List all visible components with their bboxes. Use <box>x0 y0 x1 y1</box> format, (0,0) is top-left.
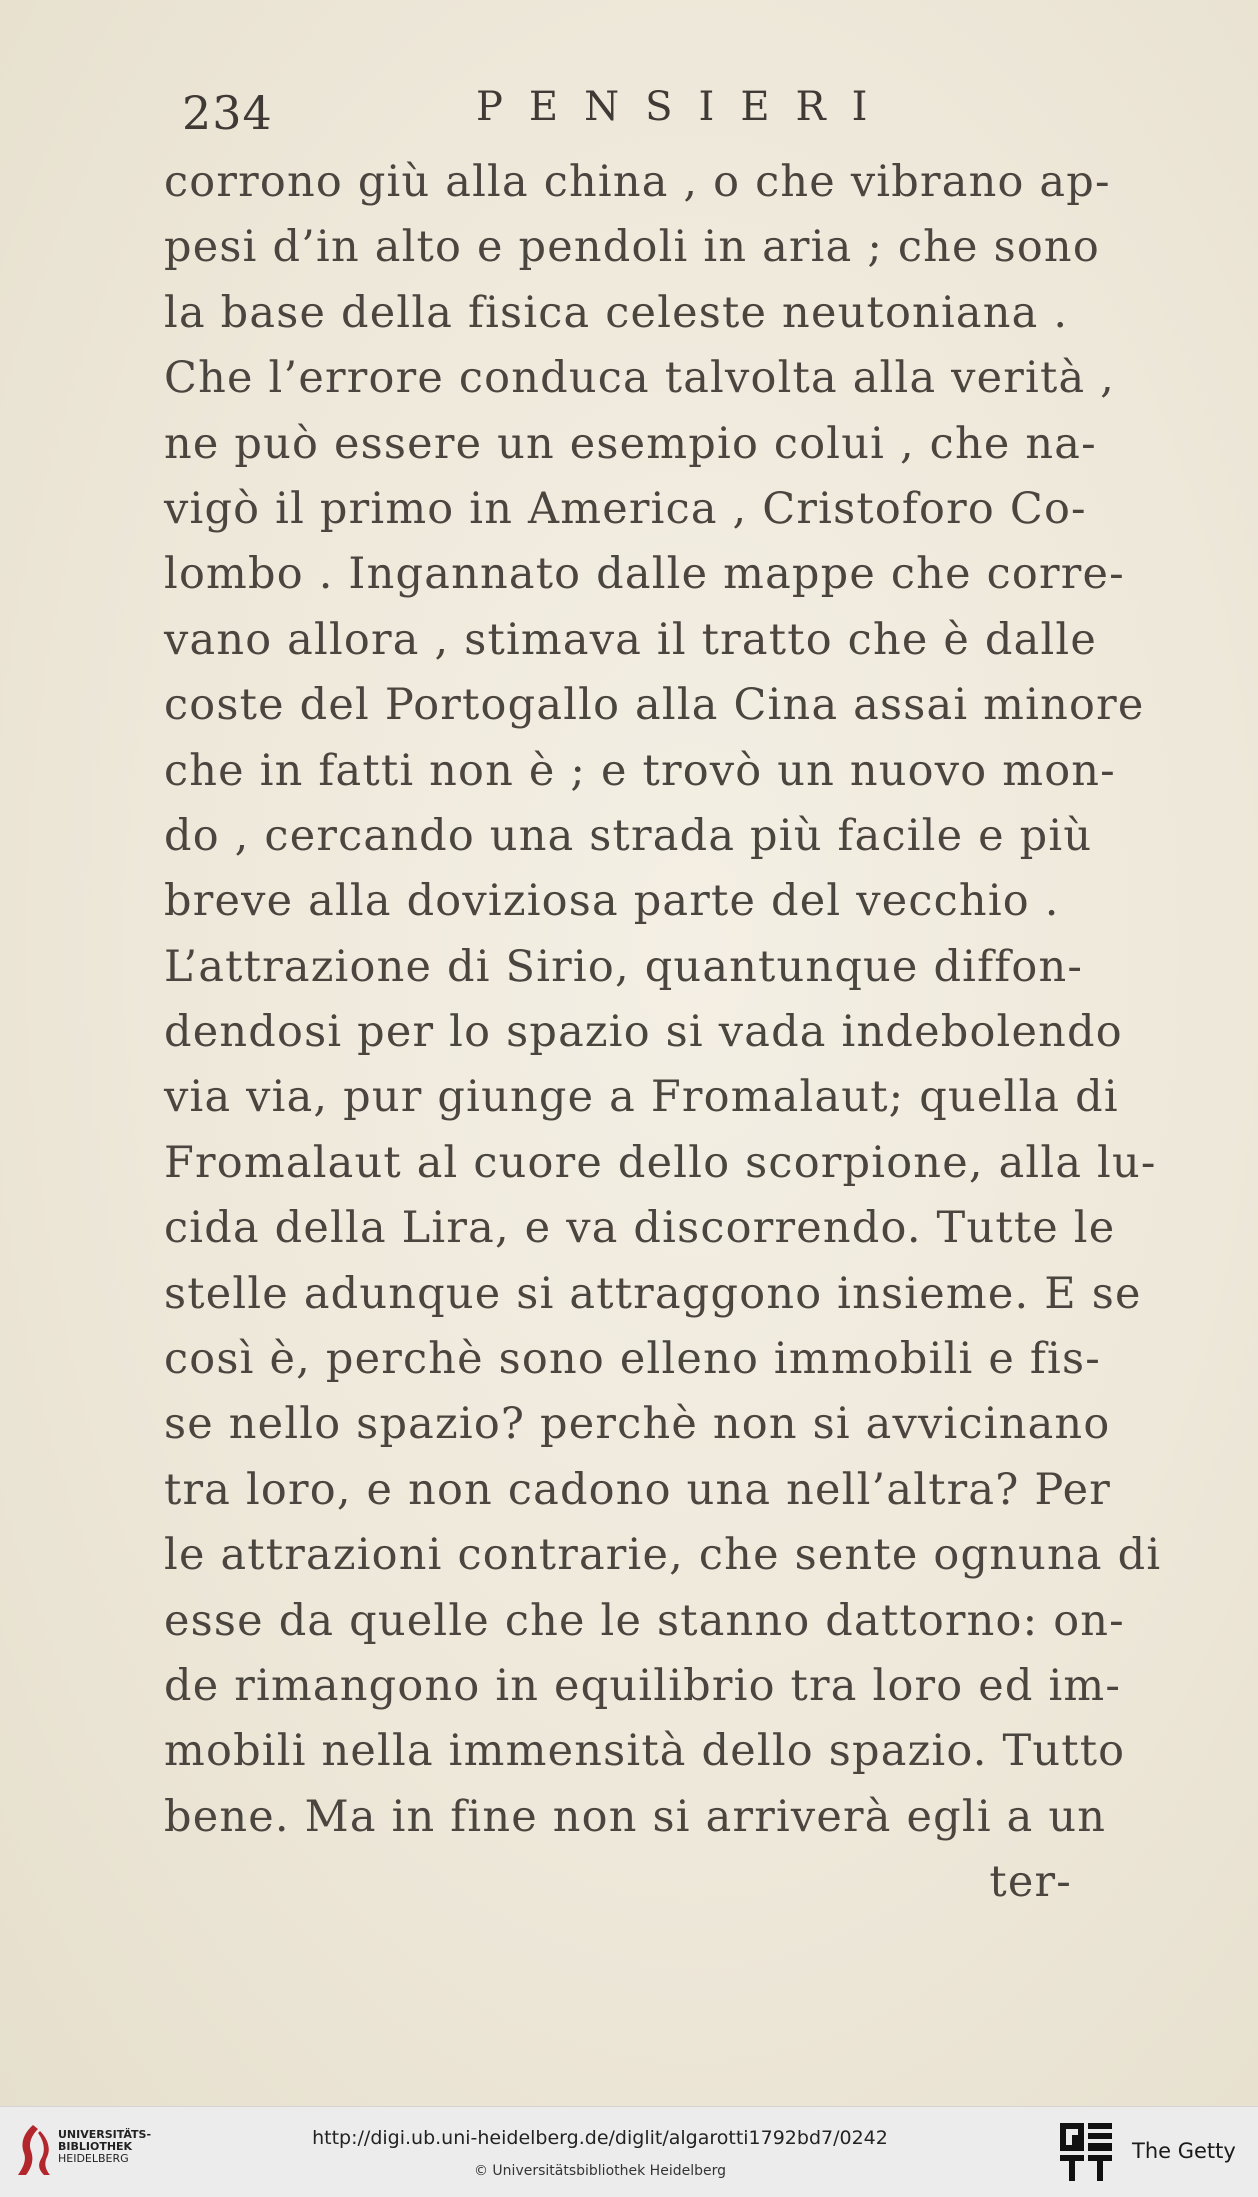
body-text <box>164 150 1164 1916</box>
permalink-url[interactable]: http://digi.ub.uni-heidelberg.de/diglit/algarotti1792bd7/0242 <box>312 2127 888 2149</box>
text-line: lombo . Ingannato dalle mappe che corre- <box>164 549 1125 600</box>
text-line: de rimangono in equilibrio tra loro ed im- <box>164 1660 1122 1711</box>
library-name-line: BIBLIOTHEK <box>58 2140 133 2153</box>
getty-logo-icon[interactable] <box>1058 2121 1114 2183</box>
running-title: PENSIERI <box>476 84 894 130</box>
text-line: mobili nella immensità dello spazio. Tutto <box>164 1726 1126 1777</box>
text-line: stelle adunque si attraggono insieme. E se <box>164 1268 1142 1319</box>
text-line: dendosi per lo spazio si vada indebolendo <box>164 1007 1123 1058</box>
text-line: Fromalaut al cuore dello scorpione, alla lu- <box>164 1137 1157 1188</box>
text-line: do , cercando una strada più facile e più <box>164 810 1093 861</box>
text-line: ne può essere un esempio colui , che na- <box>164 418 1097 469</box>
text-line: L’attrazione di Sirio, quantunque diffon- <box>164 941 1084 992</box>
text-line: bene. Ma in fine non si arriverà egli a un <box>164 1791 1107 1842</box>
text-line: pesi d’in alto e pendoli in aria ; che sono <box>164 222 1100 273</box>
library-name-line: HEIDELBERG <box>58 2152 129 2165</box>
text-line: così è, perchè sono elleno immobili e fis- <box>164 1334 1101 1385</box>
text-line: la base della fisica celeste neutoniana . <box>164 287 1069 338</box>
text-line: che in fatti non è ; e trovò un nuovo mon- <box>164 745 1116 796</box>
text-line: se nello spazio? perchè non si avvicinano <box>164 1399 1111 1450</box>
text-line: coste del Portogallo alla Cina assai minore <box>164 680 1145 731</box>
text-line: cida della Lira, e va discorrendo. Tutte le <box>164 1203 1116 1254</box>
text-line: via via, pur giunge a Fromalaut; quella di <box>164 1072 1119 1123</box>
ub-heidelberg-logo-icon[interactable] <box>14 2123 52 2177</box>
page-number: 234 <box>182 86 273 140</box>
library-name-line: UNIVERSITÄTS- <box>58 2128 152 2141</box>
text-line: esse da quelle che le stanno dattorno: on- <box>164 1595 1125 1646</box>
text-line: corrono giù alla china , o che vibrano ap- <box>164 157 1111 207</box>
text-line: vano allora , stimava il tratto che è dalle <box>164 614 1097 665</box>
text-line: breve alla doviziosa parte del vecchio . <box>164 876 1060 927</box>
page-header <box>176 80 1176 150</box>
text-line: tra loro, e non cadono una nell’altra? Per <box>164 1464 1111 1515</box>
copyright-notice: © Universitätsbibliothek Heidelberg <box>473 2163 726 2179</box>
text-line: Che l’errore conduca talvolta alla verità , <box>164 353 1116 404</box>
partner-name: The Getty <box>1132 2139 1236 2163</box>
text-line: vigò il primo in America , Cristoforo Co- <box>164 483 1087 534</box>
viewer-footer <box>0 2106 1258 2197</box>
text-line: le attrazioni contrarie, che sente ognuna di <box>164 1530 1162 1581</box>
library-name <box>58 2129 151 2165</box>
catchword: ter- <box>989 1857 1072 1908</box>
